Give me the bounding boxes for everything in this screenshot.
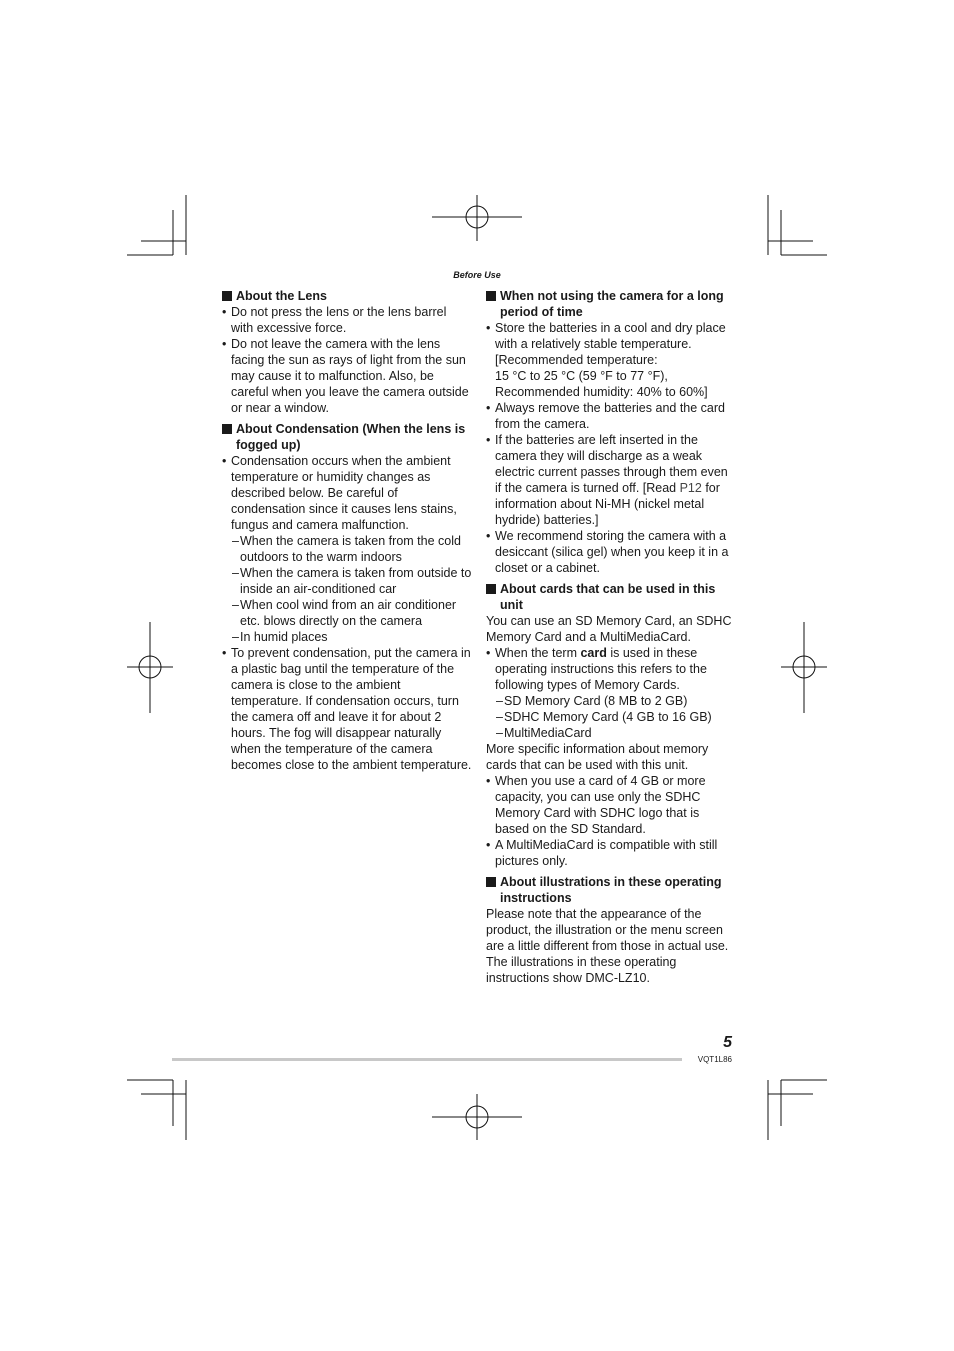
bullet-text: 15 °C to 25 °C (59 °F to 77 °F),: [495, 369, 668, 383]
bullet-item: • Condensation occurs when the ambient temperature or humidity changes as described below. Be careful of condensation since it causes lens stains, fungus and camera malfunction.: [222, 453, 472, 533]
bullet-item: • A MultiMediaCard is compatible with still pictures only.: [486, 837, 736, 869]
bold-term: card: [580, 646, 607, 660]
section-not-using-camera: [486, 288, 736, 576]
dash-item: – When the camera is taken from the cold outdoors to the warm indoors: [222, 533, 472, 565]
paragraph: You can use an SD Memory Card, an SDHC Memory Card and a MultiMediaCard.: [486, 614, 732, 644]
paragraph: Please note that the appearance of the product, the illustration or the menu screen are a little different from those in actual use.: [486, 907, 729, 953]
page-number: 5: [723, 1034, 732, 1051]
bullet-item: • We recommend storing the camera with a desiccant (silica gel) when you keep it in a closet or a cabinet.: [486, 528, 736, 576]
square-bullet-icon: [486, 584, 496, 594]
section-about-cards: [486, 581, 736, 869]
bullet-text: • Store the batteries in a cool and dry place with a relatively stable temperature.: [495, 321, 726, 351]
dash-item: – When the camera is taken from outside to inside an air-conditioned car: [222, 565, 472, 597]
dash-item: – SDHC Memory Card (4 GB to 16 GB): [486, 709, 736, 725]
left-column: [222, 288, 472, 773]
bullet-item: [486, 645, 736, 693]
section-heading: About Condensation (When the lens is fogged up): [236, 422, 466, 452]
footer-divider: [172, 1058, 682, 1061]
dash-item: – SD Memory Card (8 MB to 2 GB): [486, 693, 736, 709]
bullet-item: • Do not leave the camera with the lens facing the sun as rays of light from the sun may cause it to malfunction. Also, be careful when you leave the camera outside or near a window.: [222, 336, 472, 416]
document-code: VQT1L86: [697, 1055, 732, 1064]
bullet-text: If the batteries are left inserted in the camera they will discharge as a weak electric current passes through them even if the camera is turned off. [Read: [495, 433, 728, 495]
paragraph: More specific information about memory cards that can be used with this unit.: [486, 742, 709, 772]
bullet-text: [Recommended temperature:: [495, 353, 658, 367]
dash-item: – When cool wind from an air conditioner etc. blows directly on the camera: [222, 597, 472, 629]
square-bullet-icon: [486, 291, 496, 301]
bullet-text: for information about Ni-MH (nickel metal hydride) batteries.]: [495, 481, 720, 527]
bullet-item: • To prevent condensation, put the camera in a plastic bag until the temperature of the camera is close to the ambient temperature. If condensation occurs, turn the camera off and leave it for about 2 hours. The fog will disappear naturally when the temperature of the camera becomes close to the ambient temperature.: [222, 645, 472, 773]
bullet-item: • Always remove the batteries and the card from the camera.: [486, 400, 736, 432]
section-heading: About illustrations in these operating instructions: [500, 875, 722, 905]
bullet-item: • Do not press the lens or the lens barrel with excessive force.: [222, 304, 472, 336]
bullet-text: Recommended humidity: 40% to 60%]: [495, 385, 708, 399]
section-about-lens: [222, 288, 472, 416]
bullet-text: is used in these operating instructions this refers to the following types of Memory Cards.: [495, 646, 707, 692]
dash-item: – MultiMediaCard: [486, 725, 736, 741]
square-bullet-icon: [486, 877, 496, 887]
section-header: Before Use: [453, 270, 501, 280]
bullet-item: [486, 320, 736, 400]
section-about-condensation: [222, 421, 472, 773]
bullet-item: [486, 432, 736, 528]
section-about-illustrations: [486, 874, 736, 986]
square-bullet-icon: [222, 424, 232, 434]
dash-item: – In humid places: [222, 629, 472, 645]
section-heading: When not using the camera for a long period of time: [500, 289, 724, 319]
section-heading: About the Lens: [236, 289, 327, 303]
paragraph: The illustrations in these operating instructions show DMC-LZ10.: [486, 955, 677, 985]
right-column: [486, 288, 736, 986]
section-heading: About cards that can be used in this unit: [500, 582, 716, 612]
square-bullet-icon: [222, 291, 232, 301]
page-reference-link: P12: [679, 481, 702, 495]
bullet-item: • When you use a card of 4 GB or more capacity, you can use only the SDHC Memory Card with SDHC logo that is based on the SD Standard.: [486, 773, 736, 837]
bullet-text: When the term: [495, 646, 581, 660]
